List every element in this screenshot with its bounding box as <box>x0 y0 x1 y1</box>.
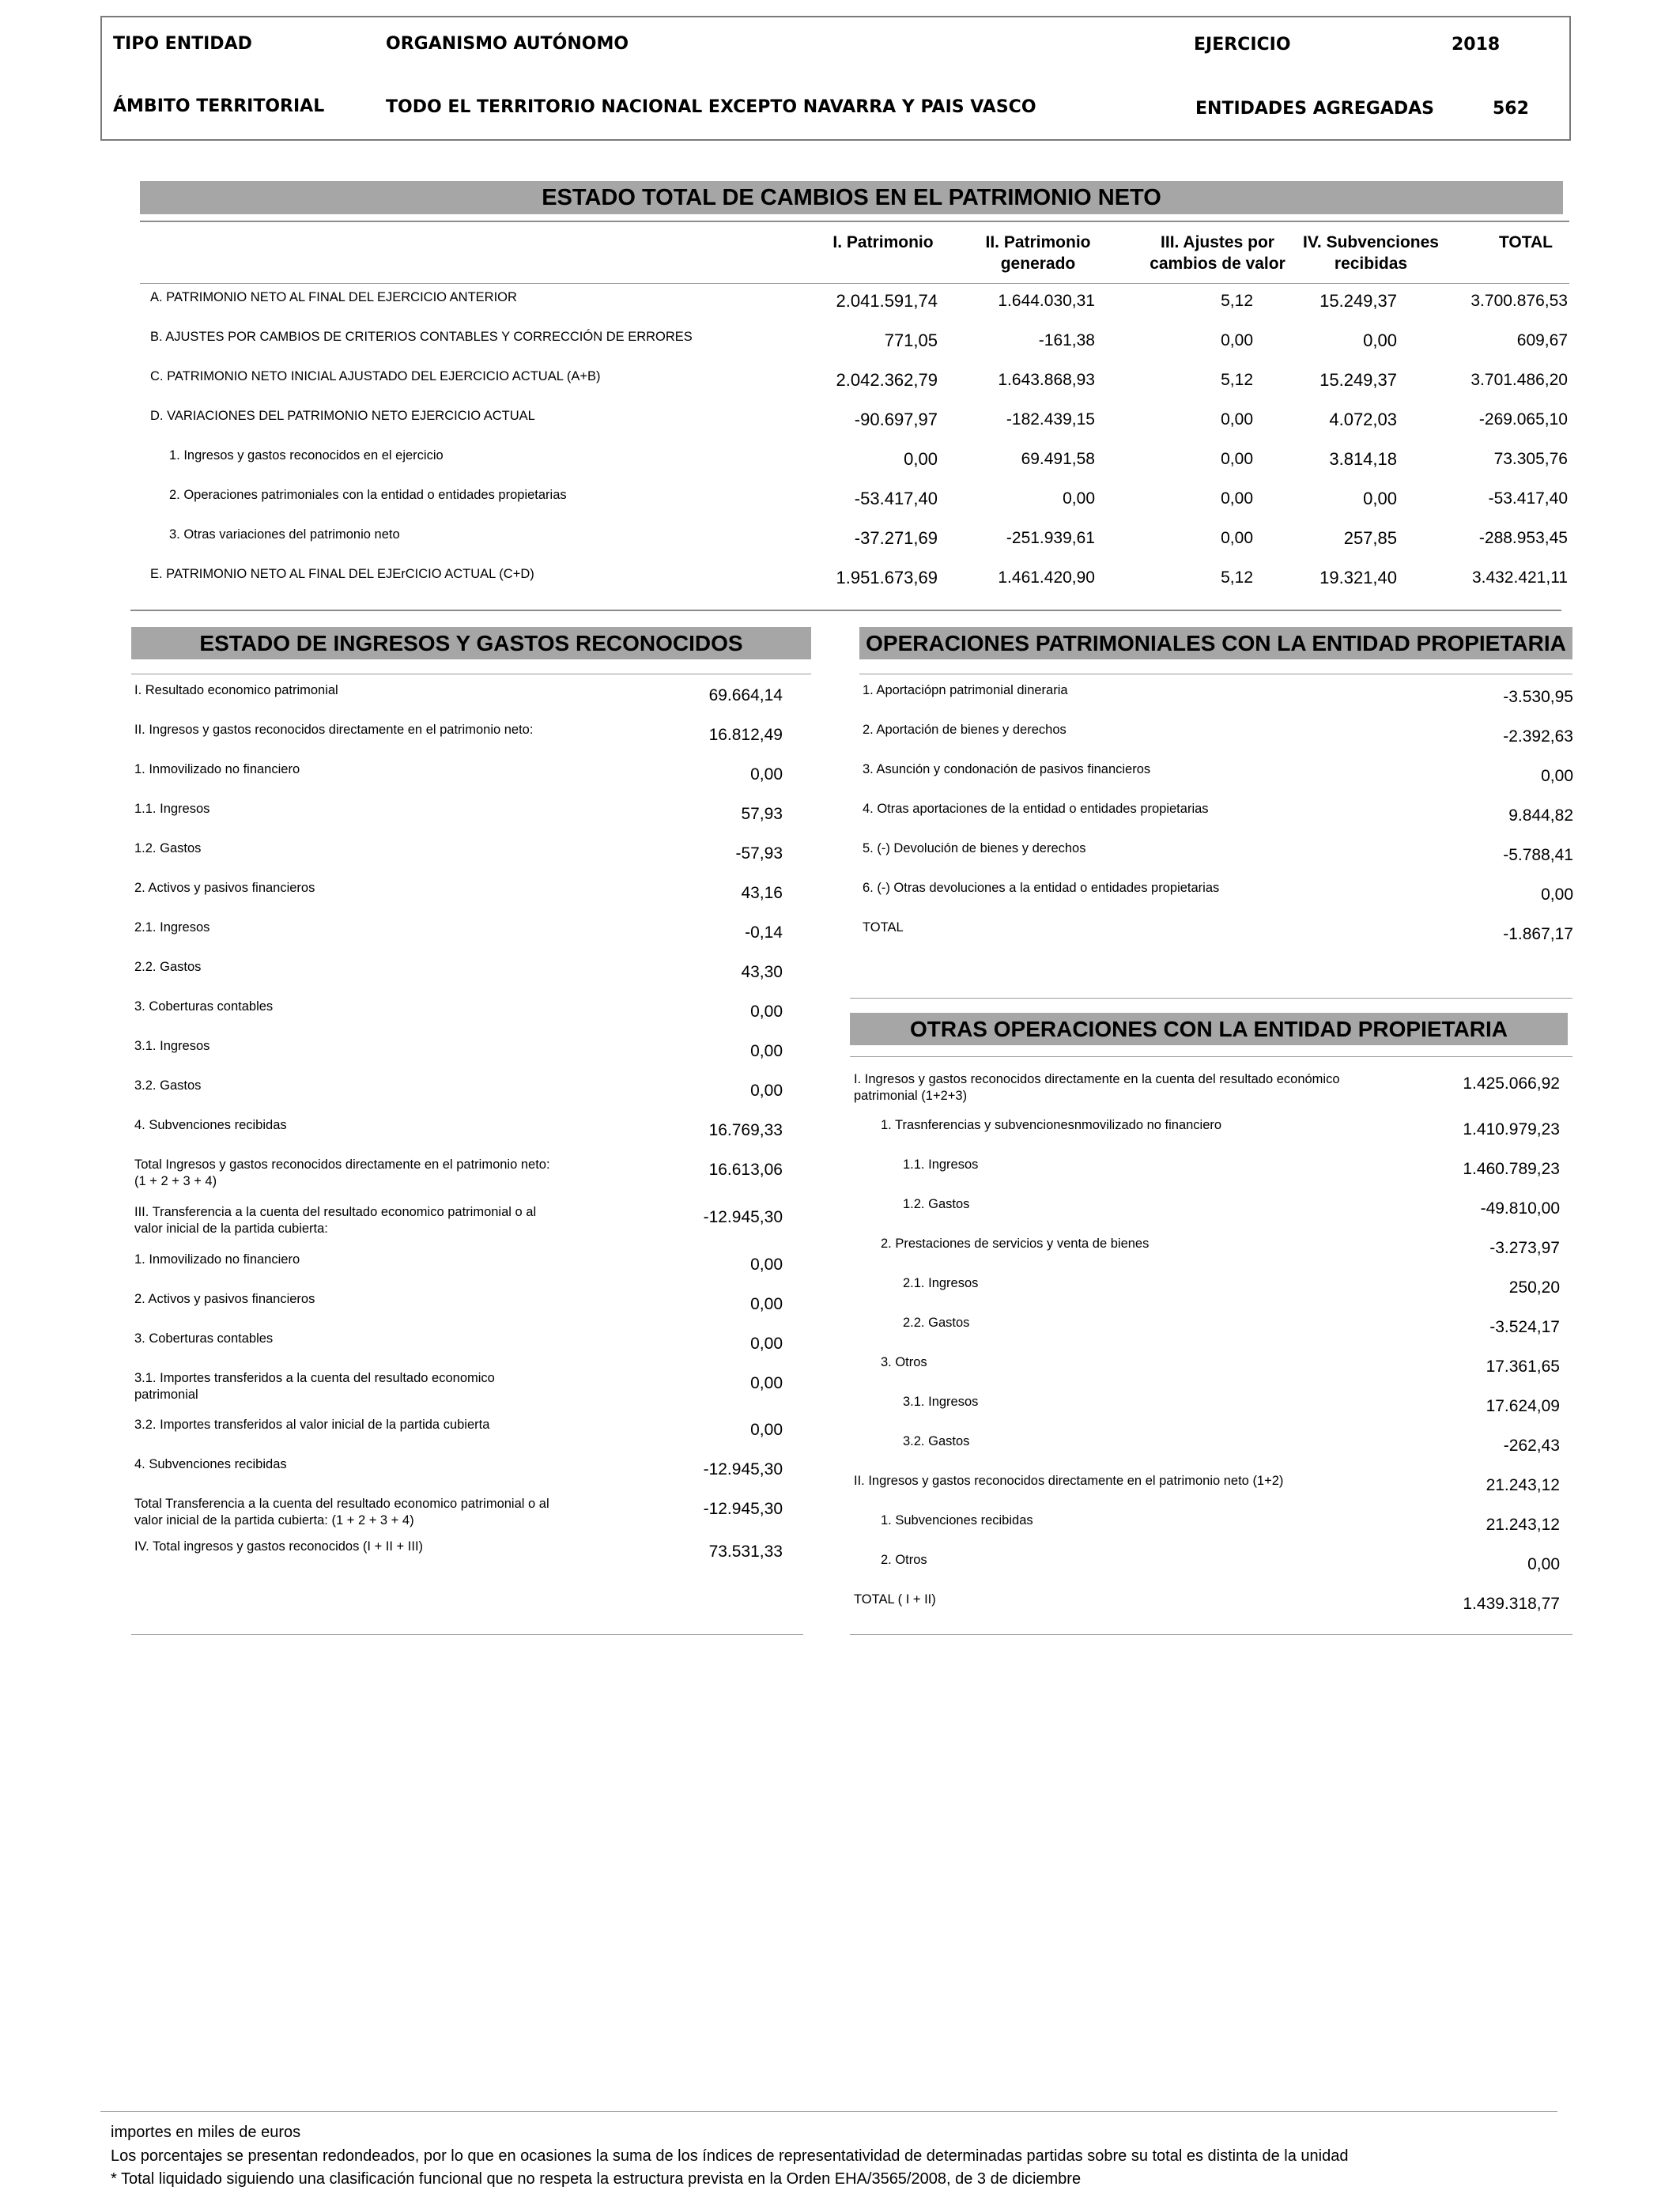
row-label: 4. Otras aportaciones de la entidad o entidades propietarias <box>863 802 1209 816</box>
row-label: II. Ingresos y gastos reconocidos directamente en el patrimonio neto (1+2) <box>854 1474 1284 1488</box>
row-value: 16.769,33 <box>708 1121 783 1139</box>
cell-value: 1.644.030,31 <box>998 292 1095 310</box>
row-value: -262,43 <box>1503 1437 1560 1455</box>
row-value: -57,93 <box>735 844 783 863</box>
row-value: 16.613,06 <box>708 1161 783 1179</box>
row-label: E. PATRIMONIO NETO AL FINAL DEL EJErCICIO ACTUAL (C+D) <box>150 567 534 581</box>
cell-value: -53.417,40 <box>1488 489 1568 508</box>
column-header <box>1435 232 1617 253</box>
row-value: 0,00 <box>750 1082 783 1100</box>
cambios-top-rule <box>140 221 1569 222</box>
tipo-entidad-value: ORGANISMO AUTÓNOMO <box>386 34 629 54</box>
row-label: 6. (-) Otras devoluciones a la entidad o entidades propietarias <box>863 881 1220 895</box>
row-value: 0,00 <box>1527 1555 1560 1573</box>
cell-value: -288.953,45 <box>1478 529 1568 547</box>
row-label: 2. Operaciones patrimoniales con la entidad o entidades propietarias <box>169 488 567 502</box>
footer-rule <box>100 2111 1557 2112</box>
row-value: 43,16 <box>741 884 783 902</box>
row-label: Total Ingresos y gastos reconocidos directamente en el patrimonio neto: (1 + 2 + 3 + 4) <box>134 1157 550 1188</box>
otras-bottom-rule <box>850 1634 1572 1635</box>
cell-value: 73.305,76 <box>1493 450 1568 468</box>
row-label: 2. Otros <box>881 1553 927 1567</box>
cell-value: 3.432.421,11 <box>1471 568 1568 587</box>
row-label: 3.1. Ingresos <box>903 1395 979 1409</box>
row-value: 0,00 <box>750 1042 783 1060</box>
cell-value: 0,00 <box>1363 489 1397 508</box>
row-value: 1.410.979,23 <box>1463 1120 1560 1139</box>
row-value: 0,00 <box>750 765 783 784</box>
cambios-title: ESTADO TOTAL DE CAMBIOS EN EL PATRIMONIO NETO <box>140 181 1563 214</box>
column-header <box>947 232 1129 274</box>
cell-value: 15.249,37 <box>1319 291 1397 311</box>
row-value: -5.788,41 <box>1503 846 1573 864</box>
row-label: 1. Inmovilizado no financiero <box>134 1252 300 1267</box>
row-value: -12.945,30 <box>703 1460 783 1478</box>
row-label: 1. Subvenciones recibidas <box>881 1513 1033 1527</box>
ambito-value: TODO EL TERRITORIO NACIONAL EXCEPTO NAVARRA Y PAIS VASCO <box>386 97 1036 117</box>
row-label: 2.2. Gastos <box>134 960 202 974</box>
cell-value: 5,12 <box>1221 371 1253 389</box>
row-label: 3.2. Importes transferidos al valor inicial de la partida cubierta <box>134 1418 490 1432</box>
row-label: 2. Activos y pasivos financieros <box>134 881 315 895</box>
otras-top-rule <box>850 1056 1572 1057</box>
row-value: 0,00 <box>1541 886 1573 904</box>
row-label: 3.2. Gastos <box>903 1434 970 1448</box>
row-label: 1.2. Gastos <box>903 1197 970 1211</box>
cell-value: -269.065,10 <box>1478 410 1568 429</box>
row-value: 17.624,09 <box>1486 1397 1560 1415</box>
row-value: -49.810,00 <box>1480 1199 1560 1218</box>
row-label: Total Transferencia a la cuenta del resultado economico patrimonial o al valor inicial de la partida cubierta: (1 + 2 + 3 + 4) <box>134 1497 549 1527</box>
row-label: 2.2. Gastos <box>903 1316 970 1330</box>
cell-value: 69.491,58 <box>1021 450 1095 468</box>
cell-value: 1.951.673,69 <box>836 568 938 587</box>
row-label: 1. Aportaciópn patrimonial dineraria <box>863 683 1068 697</box>
row-label: B. AJUSTES POR CAMBIOS DE CRITERIOS CONTABLES Y CORRECCIÓN DE ERRORES <box>150 330 693 344</box>
row-label: II. Ingresos y gastos reconocidos directamente en el patrimonio neto: <box>134 723 534 737</box>
row-label: 3. Otros <box>881 1355 927 1369</box>
cell-value: 0,00 <box>1221 450 1253 468</box>
row-label: I. Ingresos y gastos reconocidos directamente en la cuenta del resultado económico patrimonial (1+2+3) <box>854 1072 1340 1103</box>
row-value: 73.531,33 <box>708 1543 783 1561</box>
cell-value: 0,00 <box>1221 331 1253 349</box>
agregadas-value: 562 <box>1493 99 1529 119</box>
row-value: 21.243,12 <box>1486 1476 1560 1494</box>
row-value: 1.460.789,23 <box>1463 1160 1560 1178</box>
row-value: 0,00 <box>750 1003 783 1021</box>
row-value: 0,00 <box>750 1374 783 1392</box>
column-header-line2: recibidas <box>1334 255 1408 273</box>
row-value: -2.392,63 <box>1503 727 1573 746</box>
column-header-line2: cambios de valor <box>1150 255 1285 273</box>
cell-value: 3.700.876,53 <box>1470 292 1568 310</box>
cell-value: 3.814,18 <box>1329 449 1397 469</box>
row-value: -12.945,30 <box>703 1208 783 1226</box>
row-label: 3.1. Importes transferidos a la cuenta del resultado economico patrimonial <box>134 1371 495 1402</box>
row-value: 57,93 <box>741 805 783 823</box>
row-label: 1. Trasnferencias y subvencionesnmovilizado no financiero <box>881 1118 1222 1132</box>
row-value: 250,20 <box>1508 1278 1560 1297</box>
row-value: 43,30 <box>741 963 783 981</box>
column-header-line2: generado <box>1000 255 1076 273</box>
row-label: TOTAL ( I + II) <box>854 1592 936 1607</box>
footer-functional-note: * Total liquidado siguiendo una clasificación funcional que no respeta la estructura prevista en la Orden EHA/3565/2008, de 3 de diciembre <box>111 2170 1082 2188</box>
row-label: 1. Inmovilizado no financiero <box>134 762 300 776</box>
row-value: 1.439.318,77 <box>1463 1595 1560 1613</box>
cell-value: 0,00 <box>1063 489 1095 508</box>
row-label: A. PATRIMONIO NETO AL FINAL DEL EJERCICIO ANTERIOR <box>150 290 517 304</box>
ambito-label: ÁMBITO TERRITORIAL <box>113 96 325 116</box>
row-value: -12.945,30 <box>703 1500 783 1518</box>
cell-value: 5,12 <box>1221 292 1253 310</box>
row-label: 1. Ingresos y gastos reconocidos en el ejercicio <box>169 448 444 463</box>
cambios-bottom-rule <box>130 610 1561 611</box>
row-label: IV. Total ingresos y gastos reconocidos (I + II + III) <box>134 1539 424 1554</box>
cell-value: 1.461.420,90 <box>998 568 1095 587</box>
column-header-line1: III. Ajustes por <box>1161 233 1274 251</box>
row-label: C. PATRIMONIO NETO INICIAL AJUSTADO DEL EJERCICIO ACTUAL (A+B) <box>150 369 601 383</box>
cell-value: 0,00 <box>904 449 938 469</box>
row-label: 2.1. Ingresos <box>903 1276 979 1290</box>
cell-value: 0,00 <box>1221 410 1253 429</box>
row-label: 3.1. Ingresos <box>134 1039 210 1053</box>
column-header-line1: II. Patrimonio <box>985 233 1091 251</box>
column-header-line1: I. Patrimonio <box>832 233 934 251</box>
footer-units-note: importes en miles de euros <box>111 2124 301 2141</box>
row-label: 4. Subvenciones recibidas <box>134 1457 287 1471</box>
ingresos-title: ESTADO DE INGRESOS Y GASTOS RECONOCIDOS <box>131 627 811 659</box>
cell-value: 15.249,37 <box>1319 370 1397 390</box>
cambios-header-rule <box>140 283 1569 284</box>
row-label: 2. Aportación de bienes y derechos <box>863 723 1067 737</box>
row-label: D. VARIACIONES DEL PATRIMONIO NETO EJERCICIO ACTUAL <box>150 409 535 423</box>
header-box <box>100 16 1571 141</box>
row-label: 2. Prestaciones de servicios y venta de bienes <box>881 1237 1150 1251</box>
row-value: 0,00 <box>1541 767 1573 785</box>
row-value: -0,14 <box>745 923 783 942</box>
row-label: III. Transferencia a la cuenta del resultado economico patrimonial o al valor inicial de la partida cubierta: <box>134 1205 537 1236</box>
row-value: -3.524,17 <box>1489 1318 1560 1336</box>
row-label: 1.2. Gastos <box>134 841 202 855</box>
cell-value: 1.643.868,93 <box>998 371 1095 389</box>
cell-value: 0,00 <box>1221 529 1253 547</box>
column-header-line1: TOTAL <box>1498 233 1554 251</box>
ejercicio-value: 2018 <box>1452 35 1501 55</box>
cell-value: -182.439,15 <box>1006 410 1095 429</box>
cell-value: -37.271,69 <box>854 528 938 548</box>
row-label: 3. Otras variaciones del patrimonio neto <box>169 527 400 542</box>
row-label: 4. Subvenciones recibidas <box>134 1118 287 1132</box>
cell-value: 0,00 <box>1363 330 1397 350</box>
cell-value: 0,00 <box>1221 489 1253 508</box>
operaciones-bottom-rule <box>850 998 1572 999</box>
row-value: -3.273,97 <box>1489 1239 1560 1257</box>
operaciones-title: OPERACIONES PATRIMONIALES CON LA ENTIDAD PROPIETARIA <box>859 627 1572 659</box>
row-label: 1.1. Ingresos <box>903 1157 979 1172</box>
row-value: 0,00 <box>750 1335 783 1353</box>
cell-value: 4.072,03 <box>1329 410 1397 429</box>
tipo-entidad-label: TIPO ENTIDAD <box>113 34 252 54</box>
row-value: 1.425.066,92 <box>1463 1074 1560 1093</box>
row-value: 69.664,14 <box>708 686 783 704</box>
otras-title: OTRAS OPERACIONES CON LA ENTIDAD PROPIETARIA <box>850 1013 1568 1045</box>
row-label: 1.1. Ingresos <box>134 802 210 816</box>
cell-value: 2.042.362,79 <box>836 370 938 390</box>
row-value: 0,00 <box>750 1295 783 1313</box>
cell-value: 257,85 <box>1343 528 1397 548</box>
column-header-line1: IV. Subvenciones <box>1303 233 1439 251</box>
cell-value: 5,12 <box>1221 568 1253 587</box>
cell-value: 3.701.486,20 <box>1470 371 1568 389</box>
ingresos-bottom-rule <box>131 1634 803 1635</box>
row-label: 3. Coberturas contables <box>134 1331 274 1346</box>
cell-value: 609,67 <box>1516 331 1568 349</box>
row-label: 3. Asunción y condonación de pasivos financieros <box>863 762 1151 776</box>
row-value: 0,00 <box>750 1421 783 1439</box>
ejercicio-label: EJERCICIO <box>1194 35 1291 55</box>
cell-value: -90.697,97 <box>854 410 938 429</box>
row-label: 3. Coberturas contables <box>134 999 274 1014</box>
cell-value: 19.321,40 <box>1319 568 1397 587</box>
cell-value: -161,38 <box>1038 331 1095 349</box>
row-label: I. Resultado economico patrimonial <box>134 683 338 697</box>
agregadas-label: ENTIDADES AGREGADAS <box>1195 99 1434 119</box>
cell-value: 2.041.591,74 <box>836 291 938 311</box>
row-label: 5. (-) Devolución de bienes y derechos <box>863 841 1086 855</box>
row-value: -3.530,95 <box>1503 688 1573 706</box>
footer-percent-note: Los porcentajes se presentan redondeados, por lo que en ocasiones la suma de los índices de representatividad de determinadas partidas sobre su total es distinta de la unidad <box>111 2147 1349 2165</box>
cell-value: -53.417,40 <box>854 489 938 508</box>
cell-value: -251.939,61 <box>1006 529 1095 547</box>
row-label: 2.1. Ingresos <box>134 920 210 935</box>
row-value: 0,00 <box>750 1256 783 1274</box>
row-value: -1.867,17 <box>1503 925 1573 943</box>
row-label: 2. Activos y pasivos financieros <box>134 1292 315 1306</box>
row-value: 17.361,65 <box>1486 1358 1560 1376</box>
cell-value: 771,05 <box>884 330 938 350</box>
row-value: 21.243,12 <box>1486 1516 1560 1534</box>
row-value: 16.812,49 <box>708 726 783 744</box>
row-label: TOTAL <box>863 920 904 935</box>
row-value: 9.844,82 <box>1508 806 1573 825</box>
row-label: 3.2. Gastos <box>134 1078 202 1093</box>
